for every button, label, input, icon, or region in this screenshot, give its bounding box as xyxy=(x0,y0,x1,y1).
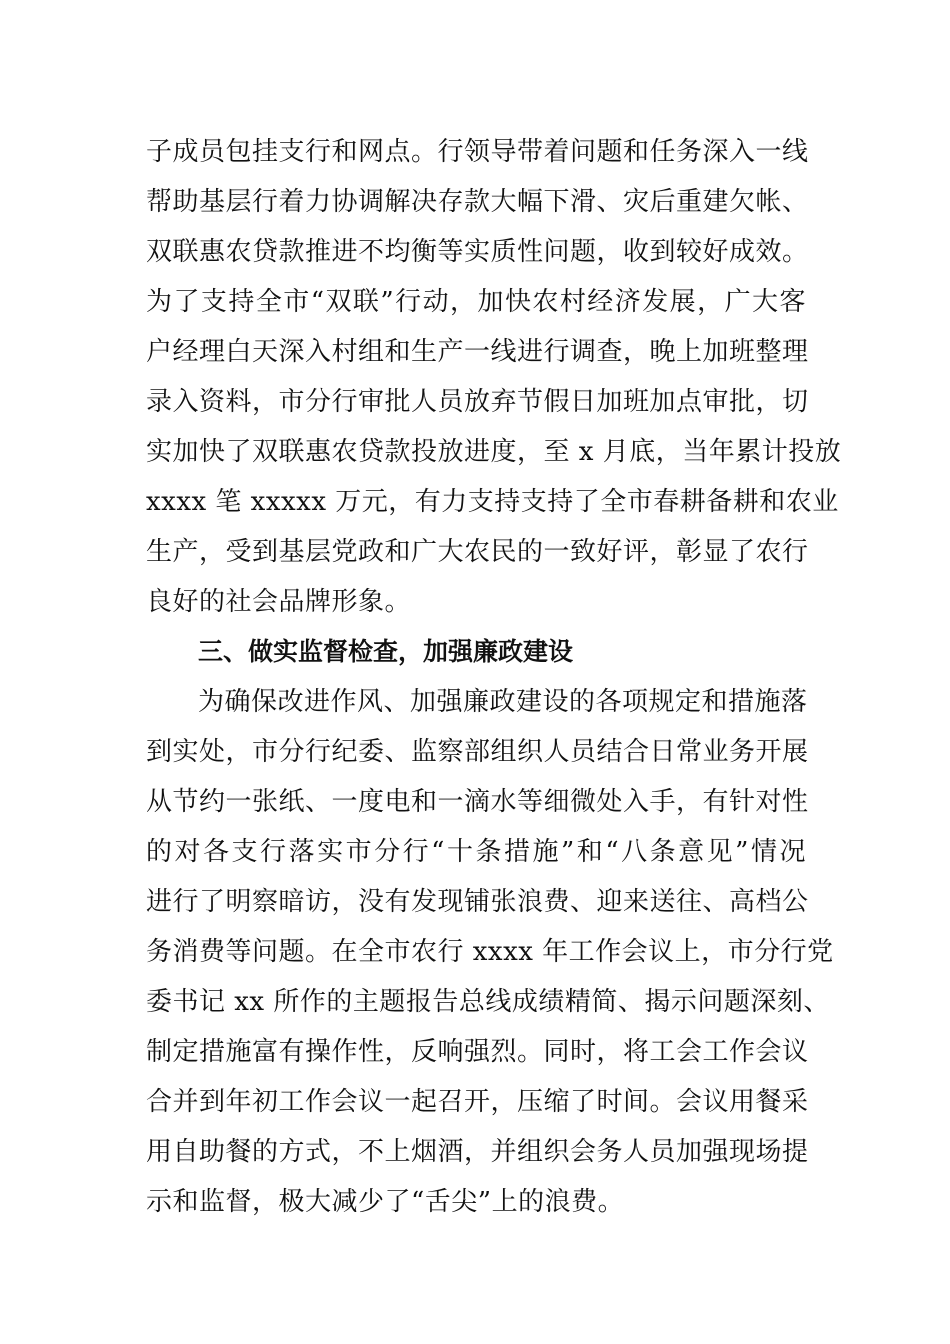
paragraph-2-line-8: 制定措施富有操作性，反响强烈。同时，将工会工作会议 xyxy=(146,1037,809,1067)
paragraph-1-line-7: 实加快了双联惠农贷款投放进度，至 x 月底，当年累计投放 xyxy=(146,437,842,467)
paragraph-1-line-4: 为了支持全市“双联”行动，加快农村经济发展，广大客 xyxy=(146,287,806,317)
paragraph-2-line-1: 为确保改进作风、加强廉政建设的各项规定和措施落 xyxy=(198,687,808,717)
paragraph-2-line-7: 委书记 xx 所作的主题报告总线成绩精简、揭示问题深刻、 xyxy=(146,987,830,1017)
section-3-heading: 三、做实监督检查，加强廉政建设 xyxy=(198,637,574,666)
paragraph-1-line-9: 生产，受到基层党政和广大农民的一致好评，彰显了农行 xyxy=(146,537,809,567)
paragraph-2-line-10: 用自助餐的方式，不上烟酒，并组织会务人员加强现场提 xyxy=(146,1137,809,1167)
paragraph-1-line-2: 帮助基层行着力协调解决存款大幅下滑、灾后重建欠帐、 xyxy=(146,187,809,217)
paragraph-1-line-10: 良好的社会品牌形象。 xyxy=(146,587,412,617)
paragraph-2-line-4: 的对各支行落实市分行“十条措施”和“八条意见”情况 xyxy=(146,837,806,867)
paragraph-2-line-5: 进行了明察暗访，没有发现铺张浪费、迎来送往、高档公 xyxy=(146,887,809,917)
paragraph-2-line-3: 从节约一张纸、一度电和一滴水等细微处入手，有针对性 xyxy=(146,787,809,817)
paragraph-1-line-1: 子成员包挂支行和网点。行领导带着问题和任务深入一线 xyxy=(146,137,809,167)
paragraph-2-line-6: 务消费等问题。在全市农行 xxxx 年工作会议上，市分行党 xyxy=(146,937,834,967)
paragraph-2-line-2: 到实处，市分行纪委、监察部组织人员结合日常业务开展 xyxy=(146,737,809,767)
paragraph-1-line-6: 录入资料，市分行审批人员放弃节假日加班加点审批，切 xyxy=(146,387,809,417)
paragraph-2-line-11: 示和监督，极大减少了“舌尖”上的浪费。 xyxy=(146,1187,625,1217)
paragraph-1-line-8: xxxx 笔 xxxxx 万元，有力支持支持了全市春耕备耕和农业 xyxy=(146,487,839,517)
paragraph-2-line-9: 合并到年初工作会议一起召开，压缩了时间。会议用餐采 xyxy=(146,1087,809,1117)
paragraph-1-line-5: 户经理白天深入村组和生产一线进行调查，晚上加班整理 xyxy=(146,337,809,367)
paragraph-1-line-3: 双联惠农贷款推进不均衡等实质性问题，收到较好成效。 xyxy=(146,237,809,267)
